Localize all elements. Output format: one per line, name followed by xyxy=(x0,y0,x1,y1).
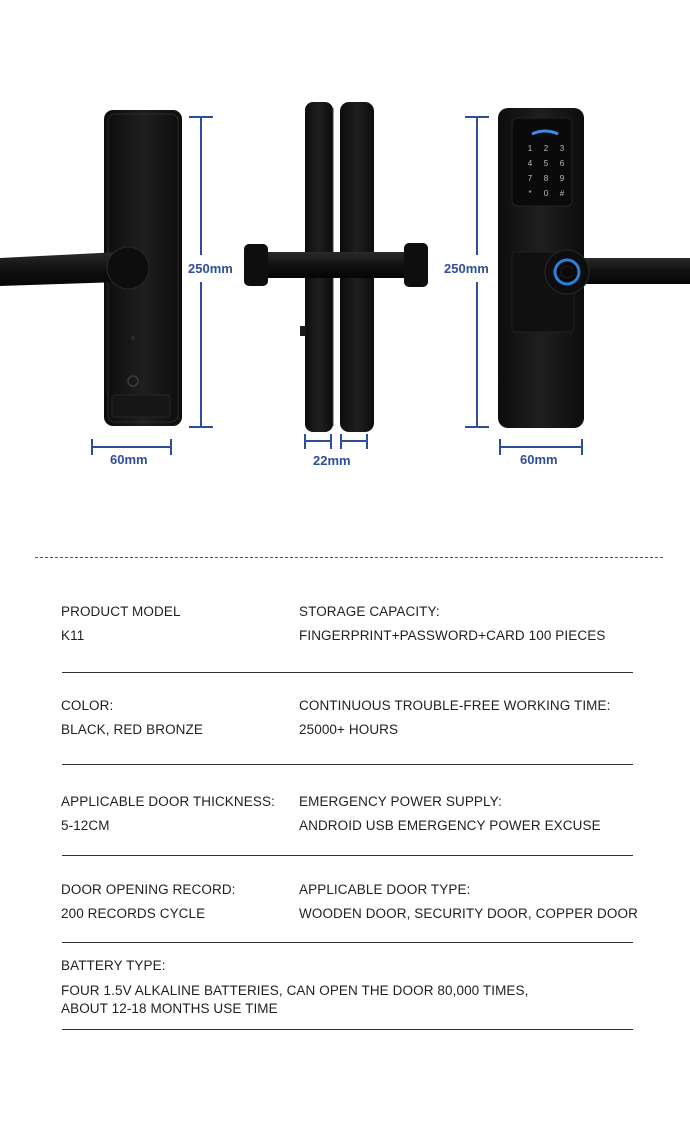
keypad-key: 4 xyxy=(527,159,533,168)
row-separator xyxy=(62,764,633,765)
back-height-label: 250mm xyxy=(444,261,489,276)
keypad-key: 1 xyxy=(527,144,533,153)
spec-label: STORAGE CAPACITY: xyxy=(299,604,440,619)
fingerprint-sensor-icon xyxy=(555,260,579,284)
side-spindle xyxy=(262,252,412,278)
spec-label: PRODUCT MODEL xyxy=(61,604,181,619)
keypad-key: 9 xyxy=(559,174,565,183)
keypad-key: 5 xyxy=(543,159,549,168)
row-separator xyxy=(62,855,633,856)
spec-value: ANDROID USB EMERGENCY POWER EXCUSE xyxy=(299,818,601,833)
keypad-key: 7 xyxy=(527,174,533,183)
spec-value: K11 xyxy=(61,628,85,643)
keypad-key: * xyxy=(528,189,532,198)
back-view xyxy=(498,108,690,428)
front-handle-knob xyxy=(107,247,149,289)
keypad-key: 8 xyxy=(543,174,549,183)
row-separator xyxy=(62,942,633,943)
keypad-key: 3 xyxy=(559,144,565,153)
keypad-key: 6 xyxy=(559,159,565,168)
spec-label: EMERGENCY POWER SUPPLY: xyxy=(299,794,502,809)
spec-label: APPLICABLE DOOR TYPE: xyxy=(299,882,471,897)
spec-label: CONTINUOUS TROUBLE-FREE WORKING TIME: xyxy=(299,698,611,713)
spec-value-line: FOUR 1.5V ALKALINE BATTERIES, CAN OPEN THE DOOR 80,000 TIMES, xyxy=(61,983,529,998)
side-thickness-label: 22mm xyxy=(313,453,351,468)
battery-cover xyxy=(112,395,170,417)
keypad-key: 0 xyxy=(543,189,549,198)
spec-value: 200 RECORDS CYCLE xyxy=(61,906,206,921)
row-separator xyxy=(62,672,633,673)
spec-value: 5-12CM xyxy=(61,818,110,833)
back-width-label: 60mm xyxy=(520,452,558,467)
front-handle xyxy=(0,252,120,286)
keypad-key: # xyxy=(559,189,565,198)
spec-label: COLOR: xyxy=(61,698,114,713)
spec-label: APPLICABLE DOOR THICKNESS: xyxy=(61,794,275,809)
row-separator xyxy=(62,1029,633,1030)
spec-value xyxy=(61,982,621,1018)
spec-label: DOOR OPENING RECORD: xyxy=(61,882,236,897)
side-thickness-dimension xyxy=(305,434,367,449)
spec-value: BLACK, RED BRONZE xyxy=(61,722,203,737)
side-view xyxy=(244,102,428,432)
spec-value: WOODEN DOOR, SECURITY DOOR, COPPER DOOR xyxy=(299,906,638,921)
section-divider xyxy=(35,557,663,558)
spec-label: BATTERY TYPE: xyxy=(61,958,166,973)
keypad-key: 2 xyxy=(543,144,549,153)
spec-value: 25000+ HOURS xyxy=(299,722,399,737)
product-dimension-figure xyxy=(0,0,690,520)
front-width-label: 60mm xyxy=(110,452,148,467)
spec-value-line: ABOUT 12-18 MONTHS USE TIME xyxy=(61,1001,278,1016)
side-handle-end-left xyxy=(244,244,268,286)
front-height-label: 250mm xyxy=(188,261,233,276)
side-handle-end-right xyxy=(404,243,428,287)
front-view xyxy=(0,110,182,426)
spec-value: FINGERPRINT+PASSWORD+CARD 100 PIECES xyxy=(299,628,606,643)
